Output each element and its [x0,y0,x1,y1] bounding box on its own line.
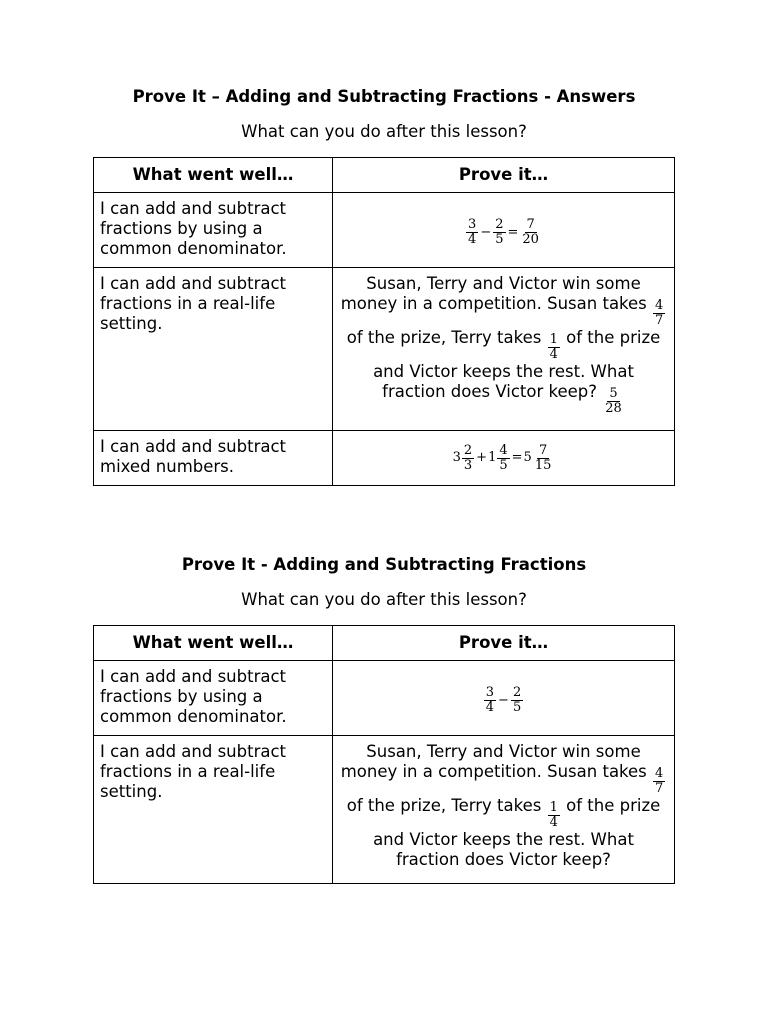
fraction-equation: $\frac{3}{4}$ − $\frac{2}{5}$ [485,685,522,715]
word-problem: Susan, Terry and Victor win some money in a competition. Susan takes $\frac{4}{7}$ of the prize, Terry takes $\frac{1}{4}$ of the prize and Victor keeps the rest. What fraction does Victor keep? [340,742,664,869]
table-row [94,661,675,736]
skill-text: I can add and subtract fractions by using a common denominator. [100,199,287,258]
fraction: $\frac{1}{4}$ [549,332,558,362]
worksheet-title: Prove It - Adding and Subtracting Fractions [181,555,587,574]
fraction-equation: $\frac{3}{4}$ − $\frac{2}{5}$ = $\frac{7}{20}$ [468,217,539,247]
header-what-went-well: What went well… [94,158,333,193]
table-row [94,431,675,486]
answers-title: Prove It – Adding and Subtracting Fractions - Answers [132,87,636,106]
table-row [94,193,675,268]
skill-text: I can add and subtract fractions by using a common denominator. [100,667,287,726]
fraction: $\frac{4}{7}$ [655,298,664,328]
mixed-number-equation: 3 $\frac{2}{3}$ + 1 $\frac{4}{5}$ = 5 $\frac{7}{15}$ [452,442,552,473]
worksheet-table [93,625,675,884]
header-prove-it: Prove it… [333,158,675,193]
fraction-answer: $\frac{7}{20}$ [522,217,539,247]
answers-subtitle: What can you do after this lesson? [241,122,527,141]
fraction: $\frac{2}{3}$ [463,442,473,473]
answers-table [93,157,675,486]
word-problem: Susan, Terry and Victor win some money in a competition. Susan takes $\frac{4}{7}$ of the prize, Terry takes $\frac{1}{4}$ of the prize and Victor keeps the rest. What fraction does Victor keep? $\frac{5}{28}$ [340,274,664,416]
fraction: $\frac{2}{5}$ [495,217,504,247]
fraction-answer: $\frac{7}{15}$ [534,442,552,473]
skill-text: I can add and subtract mixed numbers. [100,437,287,476]
fraction-answer: $\frac{5}{28}$ [605,386,622,416]
table-header-row [94,158,675,193]
fraction: $\frac{4}{5}$ [499,442,508,473]
skill-text: I can add and subtract fractions in a real-life setting. [100,742,287,801]
table-row [94,268,675,431]
table-header-row [94,626,675,661]
skill-text: I can add and subtract fractions in a real-life setting. [100,274,287,333]
fraction: $\frac{1}{4}$ [549,800,558,830]
worksheet-subtitle: What can you do after this lesson? [241,590,527,609]
fraction: $\frac{3}{4}$ [485,685,495,715]
fraction: $\frac{2}{5}$ [512,685,522,715]
header-what-went-well: What went well… [94,626,333,661]
table-row [94,736,675,884]
fraction: $\frac{3}{4}$ [468,217,477,247]
fraction: $\frac{4}{7}$ [655,766,664,796]
header-prove-it: Prove it… [333,626,675,661]
